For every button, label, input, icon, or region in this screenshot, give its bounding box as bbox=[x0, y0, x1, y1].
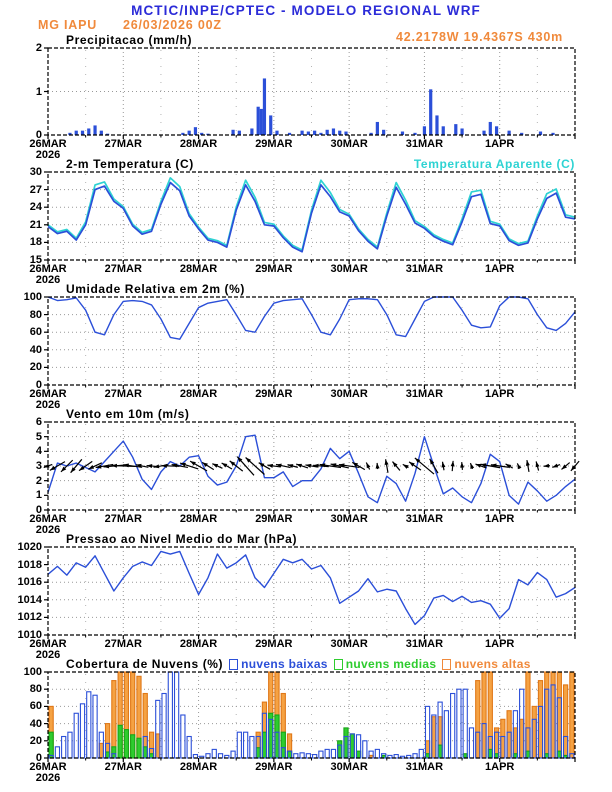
temp-plot bbox=[48, 172, 575, 260]
precip-ytick-0: 0 bbox=[35, 129, 42, 141]
temp2m-xtick-30MAR: 30MAR bbox=[330, 263, 368, 275]
humidity-title: Umidade Relativa em 2m (%) bbox=[66, 282, 245, 296]
rh2m-xtick-30MAR: 30MAR bbox=[330, 388, 368, 400]
mslp-ytick-1018: 1018 bbox=[17, 558, 42, 571]
station-label: MG IAPU bbox=[38, 18, 98, 32]
temp2m-ytick-18: 18 bbox=[29, 236, 42, 249]
rh2m-xtick-year: 2026 bbox=[35, 399, 61, 411]
rh2m-ytick-40: 40 bbox=[29, 343, 42, 356]
legend-label-altas: nuvens altas bbox=[454, 657, 531, 671]
clouds-ytick-80: 80 bbox=[29, 683, 42, 696]
temp2m-xtick-31MAR: 31MAR bbox=[405, 263, 444, 275]
precip-ytick-1: 1 bbox=[35, 85, 42, 98]
low-cloud-swatch-icon bbox=[229, 659, 238, 670]
mslp-ytick-1016: 1016 bbox=[17, 576, 42, 589]
wind10m-ytick-2: 2 bbox=[35, 474, 42, 487]
mslp-ytick-1010: 1010 bbox=[17, 629, 42, 641]
rh2m-xtick-31MAR: 31MAR bbox=[405, 388, 444, 400]
temp2m-xtick-28MAR: 28MAR bbox=[179, 263, 218, 275]
humidity-plot bbox=[48, 297, 575, 385]
cloud-title: Cobertura de Nuvens (%) bbox=[66, 657, 224, 671]
clouds-ytick-100: 100 bbox=[23, 666, 42, 678]
apparent-temp-legend: Temperatura Aparente (C) bbox=[413, 157, 575, 171]
pressure-plot bbox=[48, 547, 575, 635]
temp2m-ytick-21: 21 bbox=[29, 218, 42, 231]
precip-xtick-year: 2026 bbox=[35, 149, 61, 161]
rh2m-xtick-27MAR: 27MAR bbox=[104, 388, 142, 400]
clouds-xtick-27MAR: 27MAR bbox=[104, 761, 142, 773]
mslp-xtick-29MAR: 29MAR bbox=[255, 638, 293, 650]
rh2m-xtick-28MAR: 28MAR bbox=[179, 388, 218, 400]
clouds-ytick-60: 60 bbox=[29, 700, 42, 713]
wind10m-xtick-1APR: 1APR bbox=[485, 513, 515, 525]
mslp-xtick-year: 2026 bbox=[35, 649, 61, 661]
mslp-ytick-1014: 1014 bbox=[17, 593, 42, 606]
wind10m-xtick-30MAR: 30MAR bbox=[330, 513, 368, 525]
wind10m-xtick-31MAR: 31MAR bbox=[405, 513, 444, 525]
rh2m-ytick-20: 20 bbox=[29, 361, 42, 374]
rh2m-xtick-29MAR: 29MAR bbox=[255, 388, 293, 400]
wind10m-xtick-28MAR: 28MAR bbox=[179, 513, 218, 525]
wind10m-ytick-6: 6 bbox=[35, 416, 42, 428]
clouds-xtick-26MAR: 26MAR bbox=[29, 761, 67, 773]
wind10m-ytick-4: 4 bbox=[35, 445, 42, 458]
precip-xtick-27MAR: 27MAR bbox=[104, 138, 142, 150]
rh2m-ytick-0: 0 bbox=[35, 379, 42, 391]
precip-xtick-26MAR: 26MAR bbox=[29, 138, 67, 150]
temp2m-xtick-1APR: 1APR bbox=[485, 263, 515, 275]
temp2m-ytick-24: 24 bbox=[29, 201, 42, 214]
temp2m-ytick-27: 27 bbox=[29, 183, 42, 196]
precip-ytick-2: 2 bbox=[35, 42, 42, 54]
clouds-xtick-29MAR: 29MAR bbox=[255, 761, 293, 773]
high-cloud-swatch-icon bbox=[442, 659, 451, 670]
precip-xtick-29MAR: 29MAR bbox=[255, 138, 293, 150]
mslp-xtick-31MAR: 31MAR bbox=[405, 638, 444, 650]
precip-xtick-30MAR: 30MAR bbox=[330, 138, 368, 150]
legend-nuvens-medias bbox=[334, 657, 437, 671]
wind10m-ytick-5: 5 bbox=[35, 430, 42, 443]
mslp-xtick-28MAR: 28MAR bbox=[179, 638, 218, 650]
clouds-xtick-30MAR: 30MAR bbox=[330, 761, 368, 773]
clouds-xtick-28MAR: 28MAR bbox=[179, 761, 218, 773]
rh2m-xtick-26MAR: 26MAR bbox=[29, 388, 67, 400]
mslp-xtick-1APR: 1APR bbox=[485, 638, 515, 650]
precip-xtick-1APR: 1APR bbox=[485, 138, 515, 150]
temp-title: 2-m Temperatura (C) bbox=[66, 157, 194, 171]
mslp-xtick-27MAR: 27MAR bbox=[104, 638, 142, 650]
wind10m-xtick-27MAR: 27MAR bbox=[104, 513, 142, 525]
cloud-legend-row bbox=[66, 657, 531, 671]
temp2m-xtick-year: 2026 bbox=[35, 274, 61, 286]
precip-title: Precipitacao (mm/h) bbox=[66, 33, 193, 47]
mid-cloud-swatch-icon bbox=[334, 659, 343, 670]
wind10m-xtick-year: 2026 bbox=[35, 524, 61, 536]
rh2m-ytick-60: 60 bbox=[29, 326, 42, 339]
temp2m-xtick-26MAR: 26MAR bbox=[29, 263, 67, 275]
coordinates-label: 42.2178W 19.4367S 430m bbox=[395, 30, 563, 44]
mslp-ytick-1012: 1012 bbox=[17, 611, 42, 624]
legend-label-baixas: nuvens baixas bbox=[241, 657, 328, 671]
clouds-ytick-0: 0 bbox=[35, 752, 42, 764]
wind10m-ytick-3: 3 bbox=[35, 460, 42, 472]
page-title: MCTIC/INPE/CPTEC - MODELO REGIONAL WRF bbox=[131, 3, 481, 18]
clouds-ytick-40: 40 bbox=[29, 717, 42, 730]
temp2m-xtick-29MAR: 29MAR bbox=[255, 263, 293, 275]
mslp-xtick-30MAR: 30MAR bbox=[330, 638, 368, 650]
mslp-xtick-26MAR: 26MAR bbox=[29, 638, 67, 650]
cloud-plot bbox=[48, 672, 575, 758]
legend-label-medias: nuvens medias bbox=[345, 657, 437, 671]
legend-nuvens-baixas bbox=[229, 657, 328, 671]
temp2m-ytick-15: 15 bbox=[29, 254, 42, 266]
precip-plot bbox=[48, 48, 575, 135]
wind10m-ytick-1: 1 bbox=[35, 489, 42, 502]
rh2m-xtick-1APR: 1APR bbox=[485, 388, 515, 400]
clouds-xtick-31MAR: 31MAR bbox=[405, 761, 444, 773]
rh2m-ytick-80: 80 bbox=[29, 308, 42, 321]
pressure-title: Pressao ao Nivel Medio do Mar (hPa) bbox=[66, 532, 298, 546]
precip-xtick-31MAR: 31MAR bbox=[405, 138, 444, 150]
wind10m-xtick-29MAR: 29MAR bbox=[255, 513, 293, 525]
wind-plot bbox=[48, 422, 575, 510]
clouds-xtick-year: 2026 bbox=[35, 772, 61, 784]
temp2m-xtick-27MAR: 27MAR bbox=[104, 263, 142, 275]
precip-xtick-28MAR: 28MAR bbox=[179, 138, 218, 150]
temp2m-ytick-30: 30 bbox=[29, 166, 42, 178]
model-run-label: 26/03/2026 00Z bbox=[123, 18, 222, 32]
wind10m-xtick-26MAR: 26MAR bbox=[29, 513, 67, 525]
legend-nuvens-altas bbox=[442, 657, 530, 671]
wind-title: Vento em 10m (m/s) bbox=[66, 407, 190, 421]
clouds-xtick-1APR: 1APR bbox=[485, 761, 515, 773]
clouds-ytick-20: 20 bbox=[29, 734, 42, 747]
rh2m-ytick-100: 100 bbox=[23, 291, 42, 303]
wind10m-ytick-0: 0 bbox=[35, 504, 42, 516]
mslp-ytick-1020: 1020 bbox=[17, 541, 42, 553]
